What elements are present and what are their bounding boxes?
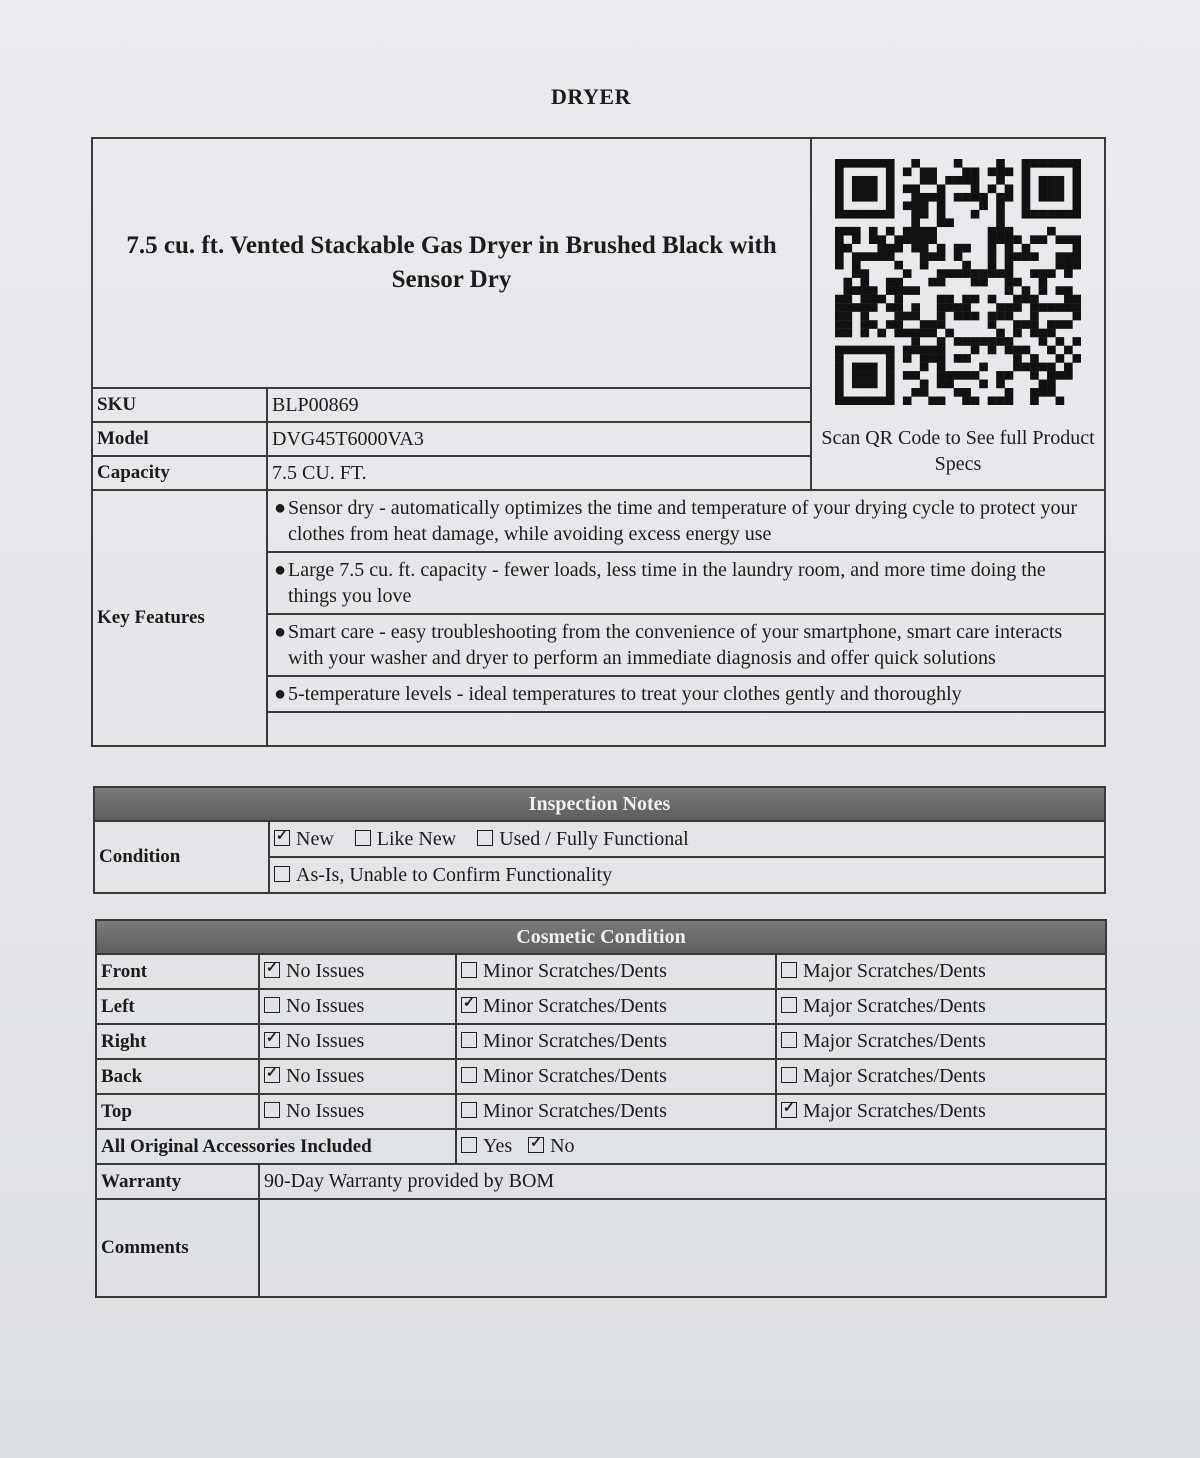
inspection-header: Inspection Notes [94,787,1105,821]
cosmetic-row-label: Top [96,1094,259,1129]
option-label: No Issues [286,1065,365,1087]
feature-item [267,490,1105,552]
option-label: Used / Fully Functional [499,827,689,850]
condition-label: Condition [94,821,269,893]
cosmetic-row-label: Back [96,1059,259,1094]
condition-option-new[interactable] [274,828,334,851]
qr-cell [811,138,1105,490]
option-label: No [550,1135,575,1157]
cosmetic-option[interactable] [776,1059,1106,1094]
option-label: Minor Scratches/Dents [483,995,667,1017]
checkbox[interactable] [461,1067,477,1083]
checkbox[interactable] [264,962,280,978]
sku-value: BLP00869 [267,388,811,422]
feature-text: Smart care - easy troubleshooting from the convenience of your smartphone, smart care interacts with your washer and dryer to perform an immediate diagnosis and offer quick solutions [288,621,1063,669]
option-label: Major Scratches/Dents [803,960,986,982]
feature-text: Large 7.5 cu. ft. capacity - fewer loads, less time in the laundry room, and more time doing the things you love [288,559,1046,607]
cosmetic-option[interactable] [259,954,456,989]
checkbox[interactable] [274,830,290,846]
checkbox[interactable] [781,1067,797,1083]
cosmetic-row-label: Left [96,989,259,1024]
cosmetic-option[interactable] [456,954,776,989]
checkbox[interactable] [477,830,493,846]
option-label: Yes [483,1135,513,1157]
cosmetic-row-label: Right [96,1024,259,1059]
checkbox[interactable] [264,1032,280,1048]
checkbox[interactable] [528,1137,544,1153]
cosmetic-header: Cosmetic Condition [96,920,1106,954]
feature-text: 5-temperature levels - ideal temperatures to treat your clothes gently and thoroughly [288,683,962,705]
checkbox[interactable] [461,1032,477,1048]
product-name: 7.5 cu. ft. Vented Stackable Gas Dryer in Brushed Black with Sensor Dry [92,138,811,388]
model-label: Model [92,422,267,456]
qr-code-icon[interactable] [835,159,1081,405]
accessories-yes[interactable] [461,1135,512,1158]
checkbox[interactable] [781,1102,797,1118]
checkbox[interactable] [461,962,477,978]
option-label: Major Scratches/Dents [803,1100,986,1122]
option-label: No Issues [286,1100,365,1122]
condition-options-row-2 [269,857,1105,893]
capacity-value: 7.5 CU. FT. [267,456,811,490]
cosmetic-option[interactable] [776,954,1106,989]
comments-field[interactable] [259,1199,1106,1297]
cosmetic-option[interactable] [456,1059,776,1094]
comments-label: Comments [96,1199,259,1297]
checkbox[interactable] [781,997,797,1013]
option-label: Minor Scratches/Dents [483,1065,667,1087]
cosmetic-option[interactable] [456,1094,776,1129]
feature-empty-row [267,712,1105,746]
sku-label: SKU [92,388,267,422]
bullet-icon: ● [274,683,287,705]
qr-caption: Scan QR Code to See full Product Specs [821,427,1095,475]
cosmetic-option[interactable] [259,989,456,1024]
checkbox[interactable] [264,1102,280,1118]
checkbox[interactable] [264,1067,280,1083]
checkbox[interactable] [355,830,371,846]
option-label: Major Scratches/Dents [803,1065,986,1087]
option-label: No Issues [286,995,365,1017]
feature-text: Sensor dry - automatically optimizes the time and temperature of your drying cycle to protect your clothes from heat damage, while avoiding excess energy use [288,497,1078,545]
cosmetic-table [95,919,1107,1298]
option-label: Minor Scratches/Dents [483,1100,667,1122]
condition-option-like-new[interactable] [355,828,456,851]
accessories-label: All Original Accessories Included [96,1129,456,1164]
checkbox[interactable] [781,962,797,978]
warranty-label: Warranty [96,1164,259,1199]
checkbox[interactable] [264,997,280,1013]
cosmetic-row-label: Front [96,954,259,989]
option-label: Minor Scratches/Dents [483,1030,667,1052]
cosmetic-option[interactable] [259,1024,456,1059]
option-label: Major Scratches/Dents [803,1030,986,1052]
accessories-options [456,1129,1106,1164]
checkbox[interactable] [274,866,290,882]
warranty-value: 90-Day Warranty provided by BOM [259,1164,1106,1199]
document-title: DRYER [551,84,631,109]
checkbox[interactable] [461,1137,477,1153]
feature-item [267,614,1105,676]
cosmetic-option[interactable] [776,1024,1106,1059]
key-features-label: Key Features [92,490,267,746]
condition-options-row-1 [269,821,1105,857]
bullet-icon: ● [274,559,287,581]
option-label: No Issues [286,1030,365,1052]
checkbox[interactable] [781,1032,797,1048]
option-label: Major Scratches/Dents [803,995,986,1017]
feature-item [267,552,1105,614]
capacity-label: Capacity [92,456,267,490]
bullet-icon: ● [274,621,287,643]
cosmetic-option[interactable] [776,1094,1106,1129]
cosmetic-option[interactable] [259,1094,456,1129]
model-value: DVG45T6000VA3 [267,422,811,456]
feature-item [267,676,1105,712]
cosmetic-option[interactable] [456,1024,776,1059]
option-label: Minor Scratches/Dents [483,960,667,982]
checkbox[interactable] [461,1102,477,1118]
condition-option-as-is[interactable] [274,864,612,887]
inspection-table [93,786,1106,894]
option-label: New [296,827,334,850]
option-label: No Issues [286,960,365,982]
accessories-no[interactable] [528,1135,574,1158]
cosmetic-option[interactable] [259,1059,456,1094]
option-label: As-Is, Unable to Confirm Functionality [296,863,613,886]
cosmetic-option[interactable] [456,989,776,1024]
bullet-icon: ● [274,497,287,519]
product-table [91,137,1106,747]
option-label: Like New [376,827,457,850]
cosmetic-option[interactable] [776,989,1106,1024]
checkbox[interactable] [461,997,477,1013]
condition-option-used[interactable] [477,828,688,851]
